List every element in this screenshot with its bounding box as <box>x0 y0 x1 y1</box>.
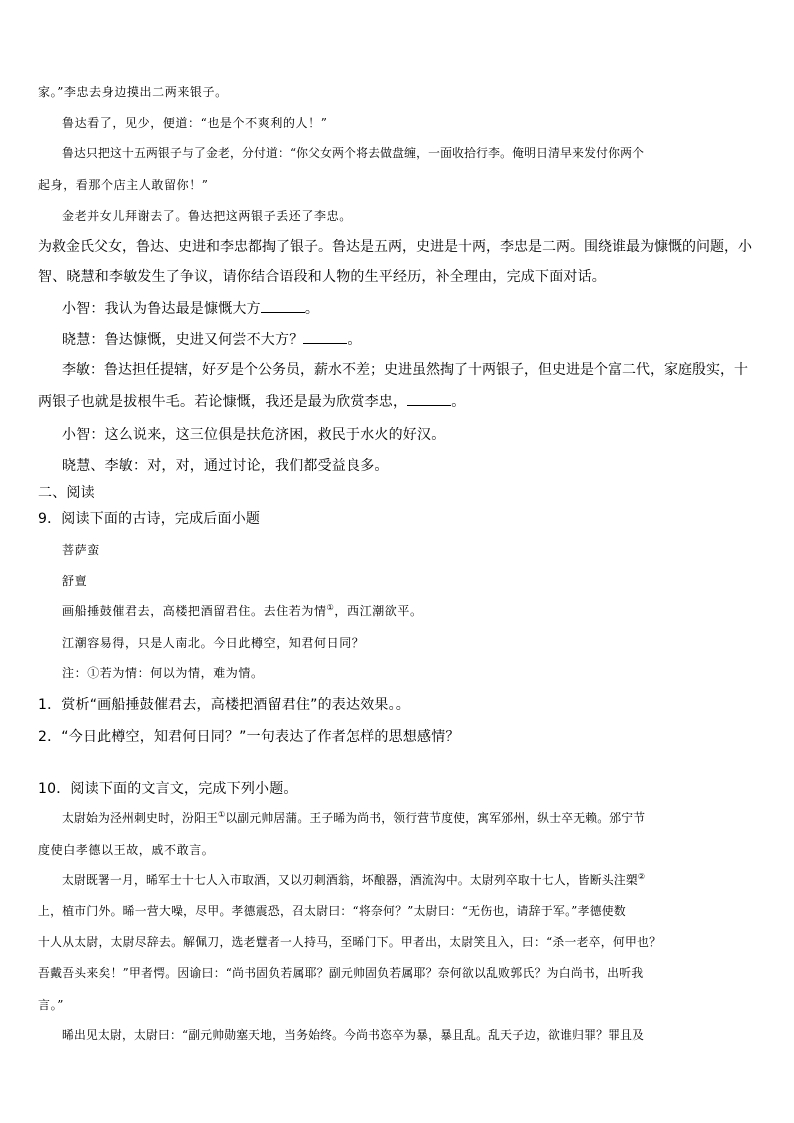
section-heading: 二、阅读 <box>38 485 95 501</box>
dialogue-line: 李敏：鲁达担任提辖，好歹是个公务员，薪水不差；史进虽然掏了十两银子，但史进是个富二代，家庭殷实，十 <box>62 362 748 378</box>
poem-text: ，西江潮欲平。 <box>334 604 423 618</box>
poem-line: 江潮容易得，只是人南北。今日此樽空，知君何日同？ <box>62 636 365 650</box>
answer-blank[interactable] <box>407 394 451 406</box>
dialogue-end: 。 <box>451 394 466 410</box>
footnote-marker: ② <box>637 872 646 882</box>
classical-text-line: 十人从太尉，太尉尽辞去。解佩刀，选老躄者一人持马，至晞门下。甲者出，太尉笑且入，曰：“杀一老卒，何甲也？ <box>38 935 662 949</box>
sub-question: 1．赏析“画船捶鼓催君去，高楼把酒留君住”的表达效果。。 <box>38 697 411 713</box>
story-paragraph: 家。”李忠去身边摸出二两来银子。 <box>38 85 228 99</box>
classical-text-line: 晞出见太尉，太尉曰：“副元帅勋塞天地，当务始终。今尚书恣卒为暴，暴且乱。乱天子边，欲谁归罪？罪且及 <box>62 1028 645 1042</box>
poem-title: 菩萨蛮 <box>62 543 100 557</box>
classical-text-line <box>62 810 646 825</box>
story-paragraph: 鲁达看了，见少，便道：“也是个不爽利的人！” <box>62 116 328 130</box>
classical-text: 太尉始为泾州刺史时，汾阳王 <box>62 811 218 825</box>
dialogue-end: 。 <box>347 332 362 348</box>
dialogue-line <box>62 301 319 316</box>
classical-text-line: 度使白孝德以王故，戚不敢言。 <box>38 843 215 857</box>
poem-author: 舒亶 <box>62 574 88 588</box>
footnote-marker: ① <box>217 810 226 820</box>
question-intro: 智、晓慧和李敏发生了争议，请你结合语段和人物的生平经历，补全理由，完成下面对话。 <box>38 269 606 285</box>
classical-text: 以副元帅居蒲。王子晞为尚书，领行营节度使，寓军邠州，纵士卒无赖。邠宁节 <box>225 811 646 825</box>
answer-blank[interactable] <box>261 301 305 313</box>
dialogue-line: 晓慧、李敏：对，对，通过讨论，我们都受益良多。 <box>62 458 389 474</box>
story-paragraph: 鲁达只把这十五两银子与了金老，分付道：“你父女两个将去做盘缠，一面收拾行李。俺明日清早来发付你两个 <box>62 146 645 160</box>
poem-note: 注：①若为情：何以为情，难为情。 <box>62 666 264 680</box>
dialogue-text: 晓慧：鲁达慷慨，史进又何尝不大方？ <box>62 332 304 348</box>
dialogue-text: 小智：我认为鲁达最是慷慨大方 <box>62 301 261 317</box>
classical-text-line <box>62 872 646 887</box>
dialogue-line: 小智：这么说来，这三位俱是扶危济困，救民于水火的好汉。 <box>62 427 446 443</box>
poem-line <box>62 605 423 617</box>
poem-text: 画船捶鼓催君去，高楼把酒留君住。去住若为情 <box>62 604 327 618</box>
classical-text-line: 上，植市门外。晞一营大噪，尽甲。孝德震恐，召太尉曰：“将奈何？”太尉曰：“无伤也，请辞于军。”孝德使数 <box>38 904 626 918</box>
footnote-marker: ① <box>326 603 335 612</box>
classical-text-line: 言。” <box>38 998 64 1012</box>
dialogue-line <box>62 332 362 347</box>
story-paragraph: 起身，看那个店主人敢留你！” <box>38 178 209 192</box>
answer-blank[interactable] <box>303 332 347 344</box>
dialogue-line <box>38 394 465 409</box>
sub-question: 2．“今日此樽空，知君何日同？”一句表达了作者怎样的思想感情？ <box>38 729 460 745</box>
dialogue-text: 两银子也就是拔根牛毛。若论慷慨，我还是最为欣赏李忠， <box>38 394 408 410</box>
question-stem: 9．阅读下面的古诗，完成后面小题 <box>38 511 261 527</box>
classical-text-line: 吾戴吾头来矣！”甲者愕。因谕曰：“尚书固负若属耶？副元帅固负若属耶？奈何欲以乱败郭氏？为白尚书，出听我 <box>38 966 644 980</box>
classical-text: 太尉既署一月，晞军士十七人入市取酒，又以刃刺酒翁，坏酿器，酒流沟中。太尉列卒取十七人，皆断头注槊 <box>62 873 638 887</box>
dialogue-end: 。 <box>304 301 320 317</box>
question-intro: 为救金氏父女，鲁达、史进和李忠都掏了银子。鲁达是五两，史进是十两，李忠是二两。围绕谁最为慷慨的问题，小 <box>38 239 752 255</box>
story-paragraph: 金老并女儿拜谢去了。鲁达把这两银子丢还了李忠。 <box>62 209 352 223</box>
question-stem: 10．阅读下面的文言文，完成下列小题。 <box>38 781 298 797</box>
